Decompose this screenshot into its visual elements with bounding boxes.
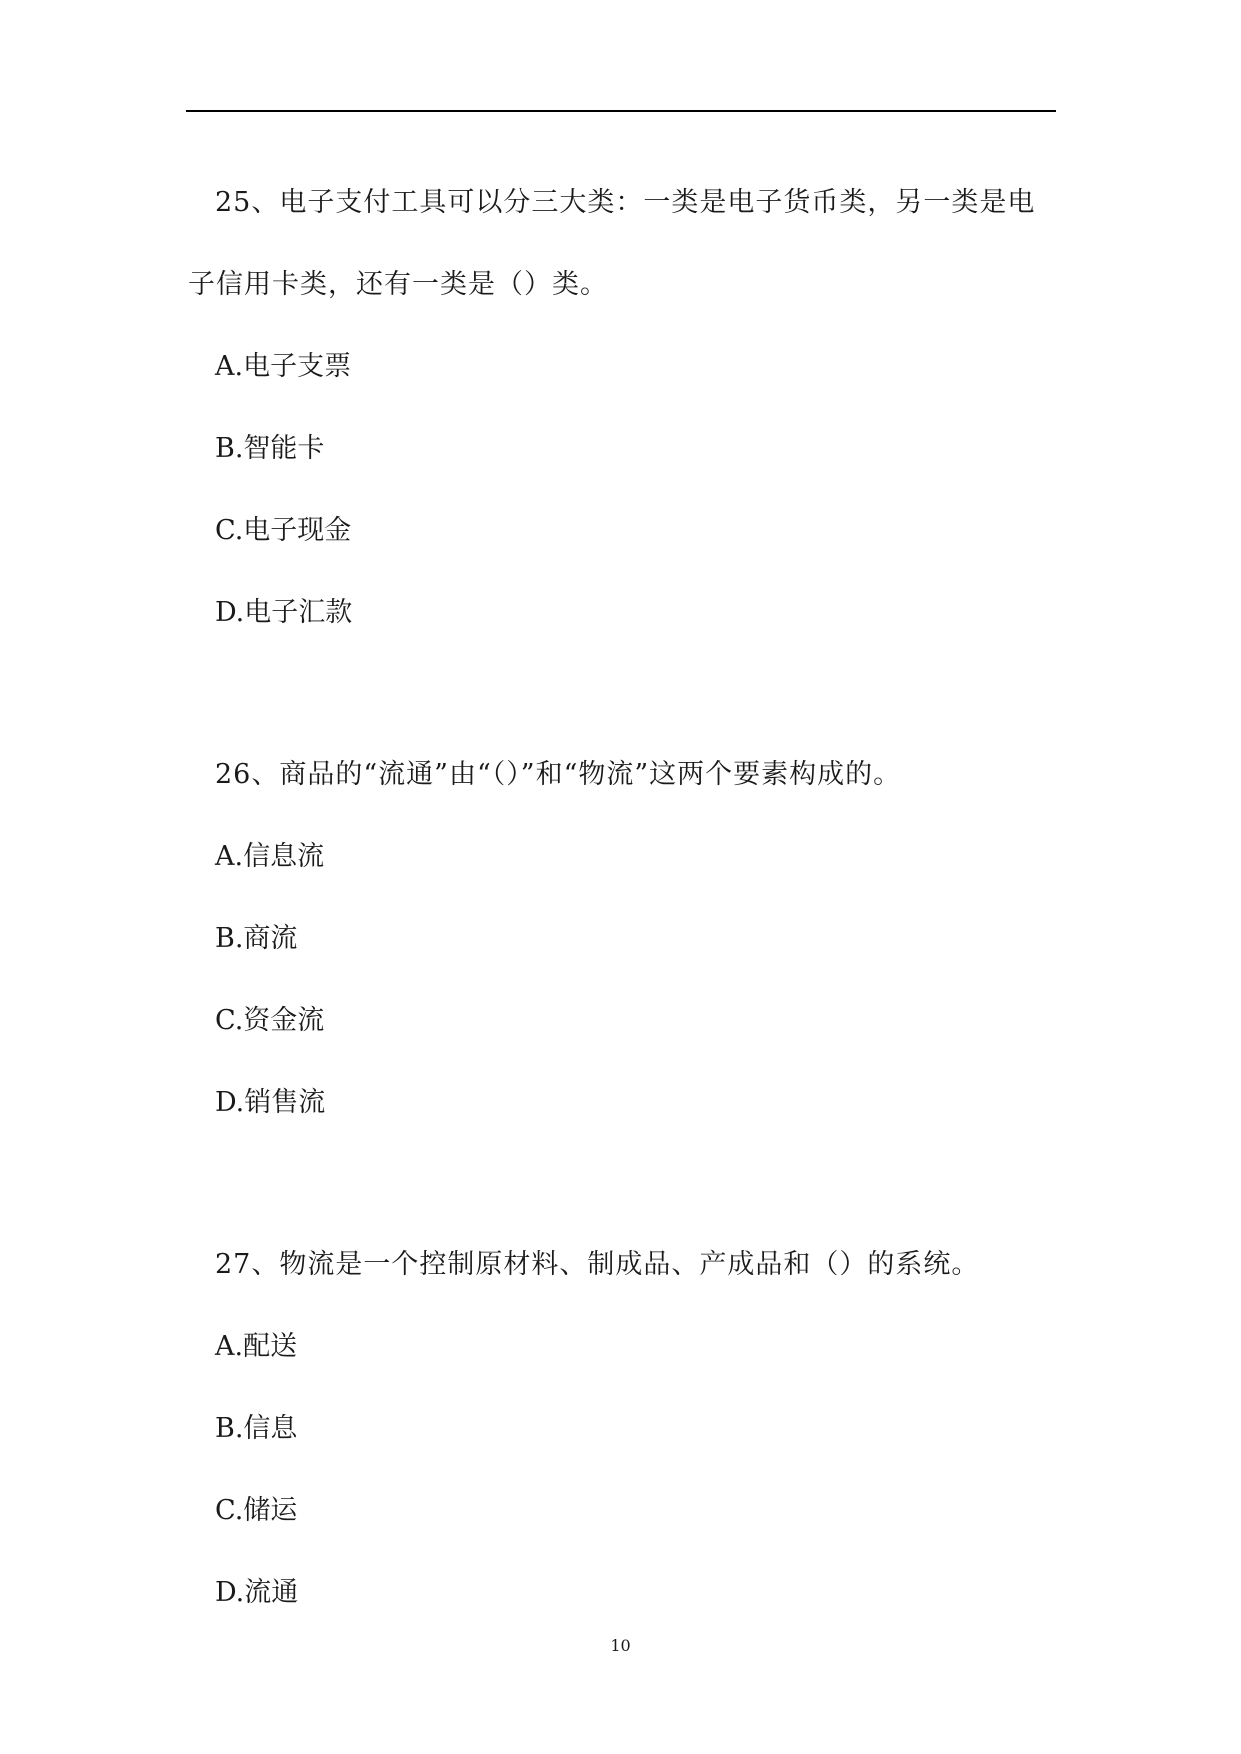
- question-27: [188, 1224, 1058, 1634]
- option-c: C.储运: [215, 1495, 298, 1526]
- question-stem: 25、电子支付工具可以分三大类：一类是电子货币类，另一类是电子信用卡类，还有一类是（）类。: [188, 187, 1036, 300]
- question-25: [188, 162, 1058, 654]
- option-c: C.资金流: [215, 1005, 325, 1036]
- option-d: D.销售流: [215, 1087, 326, 1118]
- option-d: D.电子汇款: [215, 597, 353, 628]
- option-a: A.电子支票: [215, 351, 352, 382]
- option-b: B.信息: [215, 1413, 298, 1444]
- document-body: [188, 162, 1058, 1634]
- header-rule: [186, 110, 1056, 112]
- option-b: B.智能卡: [215, 433, 325, 464]
- question-stem: 26、商品的“流通”由“（）”和“物流”这两个要素构成的。: [215, 759, 902, 790]
- question-26: [188, 734, 1058, 1144]
- page-number: 10: [610, 1636, 631, 1655]
- option-c: C.电子现金: [215, 515, 352, 546]
- option-d: D.流通: [215, 1577, 299, 1608]
- option-a: A.信息流: [215, 841, 325, 872]
- question-stem: 27、物流是一个控制原材料、制成品、产成品和（）的系统。: [215, 1249, 980, 1280]
- option-b: B.商流: [215, 923, 298, 954]
- option-a: A.配送: [215, 1331, 298, 1362]
